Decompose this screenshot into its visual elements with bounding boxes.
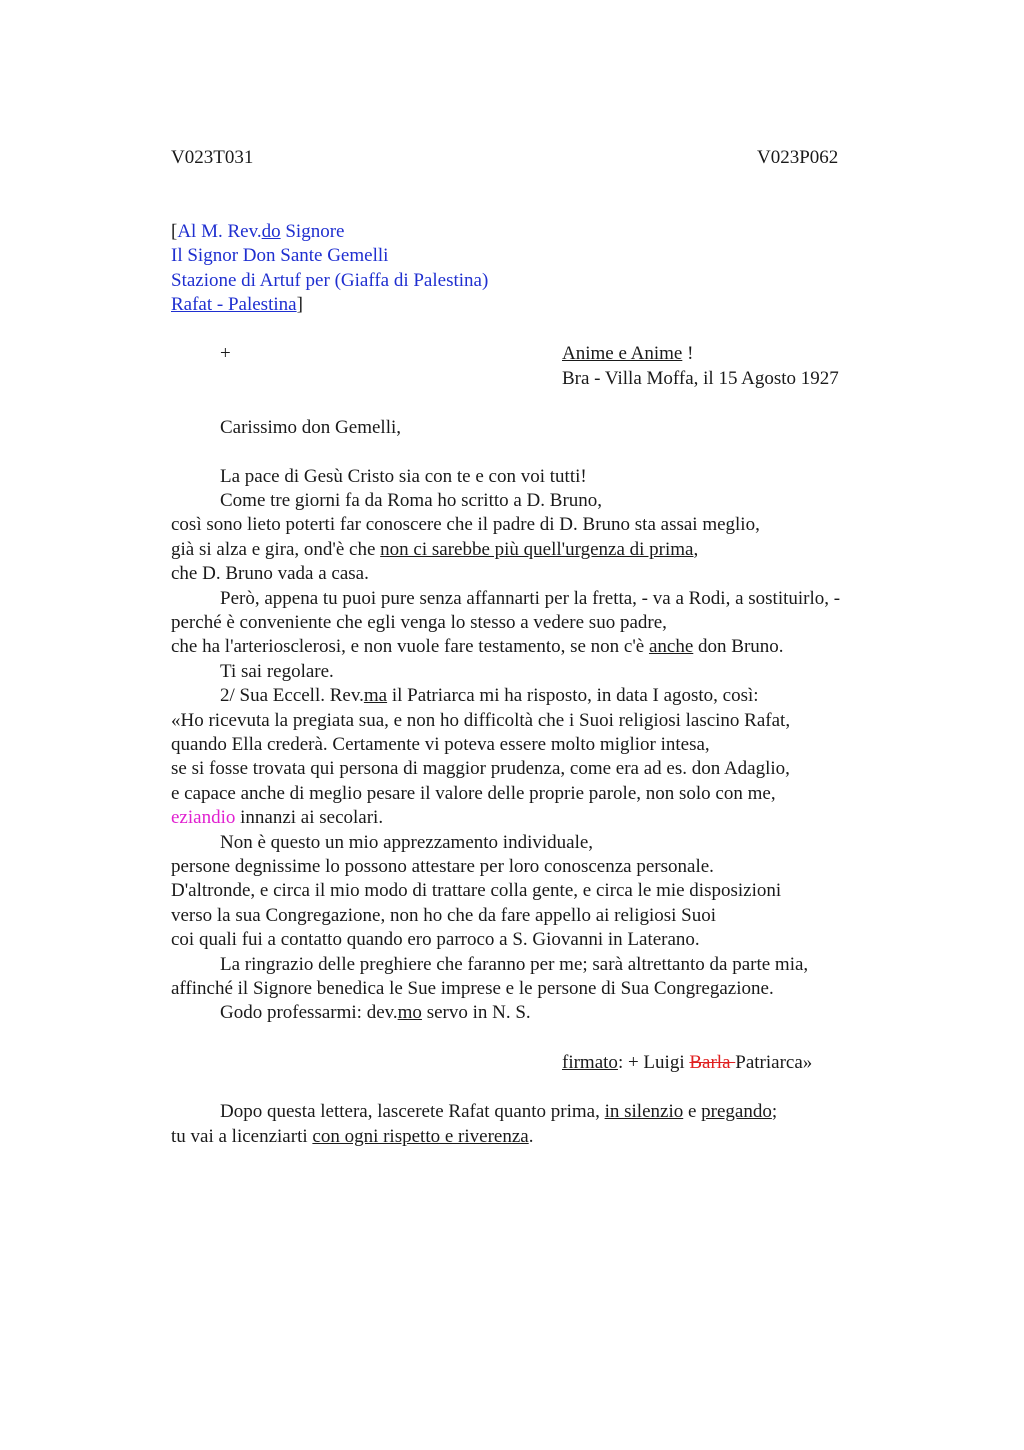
body-line: La pace di Gesù Cristo sia con te e con voi tutti! <box>220 466 587 487</box>
body-line: Non è questo un mio apprezzamento individuale, <box>220 832 594 853</box>
left-code: V023T031 <box>171 147 254 168</box>
salutation: Carissimo don Gemelli, <box>220 417 402 438</box>
body-line: quando Ella crederà. Certamente vi poteva essere molto miglior intesa, <box>171 734 710 755</box>
body-line: affinché il Signore benedica le Sue imprese e le persone di Sua Congregazione. <box>171 978 774 999</box>
address-line-1: [Al M. Rev.do Signore <box>171 221 345 242</box>
closing-line: Dopo questa lettera, lascerete Rafat quanto prima, in silenzio e pregando; <box>220 1101 778 1122</box>
body-line: persone degnissime lo possono attestare per loro conoscenza personale. <box>171 856 714 877</box>
body-line: così sono lieto poterti far conoscere che il padre di D. Bruno sta assai meglio, <box>171 514 760 535</box>
body-line: che ha l'arteriosclerosi, e non vuole fare testamento, se non c'è anche don Bruno. <box>171 636 784 657</box>
right-code: V023P062 <box>757 147 839 168</box>
body-line: già si alza e gira, ond'è che non ci sarebbe più quell'urgenza di prima, <box>171 539 699 560</box>
body-line: «Ho ricevuta la pregiata sua, e non ho difficoltà che i Suoi religiosi lascino Rafat, <box>171 710 791 731</box>
body-line: Come tre giorni fa da Roma ho scritto a D. Bruno, <box>220 490 603 511</box>
body-line: se si fosse trovata qui persona di maggior prudenza, come era ad es. don Adaglio, <box>171 758 790 779</box>
motto: Anime e Anime ! <box>562 343 694 364</box>
body-line: verso la sua Congregazione, non ho che da fare appello ai religiosi Suoi <box>171 905 717 926</box>
body-line: perché è conveniente che egli venga lo stesso a vedere suo padre, <box>171 612 667 633</box>
body-line: che D. Bruno vada a casa. <box>171 563 369 584</box>
body-line: La ringrazio delle preghiere che faranno per me; sarà altrettanto da parte mia, <box>220 954 809 975</box>
body-line: D'altronde, e circa il mio modo di trattare colla gente, e circa le mie disposizioni <box>171 880 782 901</box>
dateline: Bra - Villa Moffa, il 15 Agosto 1927 <box>562 368 839 389</box>
body-line: Godo professarmi: dev.mo servo in N. S. <box>220 1002 531 1023</box>
body-line: e capace anche di meglio pesare il valore delle proprie parole, non solo con me, <box>171 783 776 804</box>
signature-line: firmato: + Luigi Barla Patriarca» <box>562 1052 813 1073</box>
body-line: Ti sai regolare. <box>220 661 334 682</box>
address-line-4: Rafat - Palestina] <box>171 294 303 315</box>
body-line: Però, appena tu puoi pure senza affannarti per la fretta, - va a Rodi, a sostituirlo, - <box>220 588 841 609</box>
address-line-3: Stazione di Artuf per (Giaffa di Palestina) <box>171 270 489 291</box>
closing-line: tu vai a licenziarti con ogni rispetto e riverenza. <box>171 1126 534 1147</box>
body-line: coi quali fui a contatto quando ero parroco a S. Giovanni in Laterano. <box>171 929 700 950</box>
body-line: eziandio innanzi ai secolari. <box>171 807 384 828</box>
body-line: 2/ Sua Eccell. Rev.ma il Patriarca mi ha risposto, in data I agosto, così: <box>220 685 759 706</box>
cross-mark: + <box>220 343 231 364</box>
address-line-2: Il Signor Don Sante Gemelli <box>171 245 389 266</box>
